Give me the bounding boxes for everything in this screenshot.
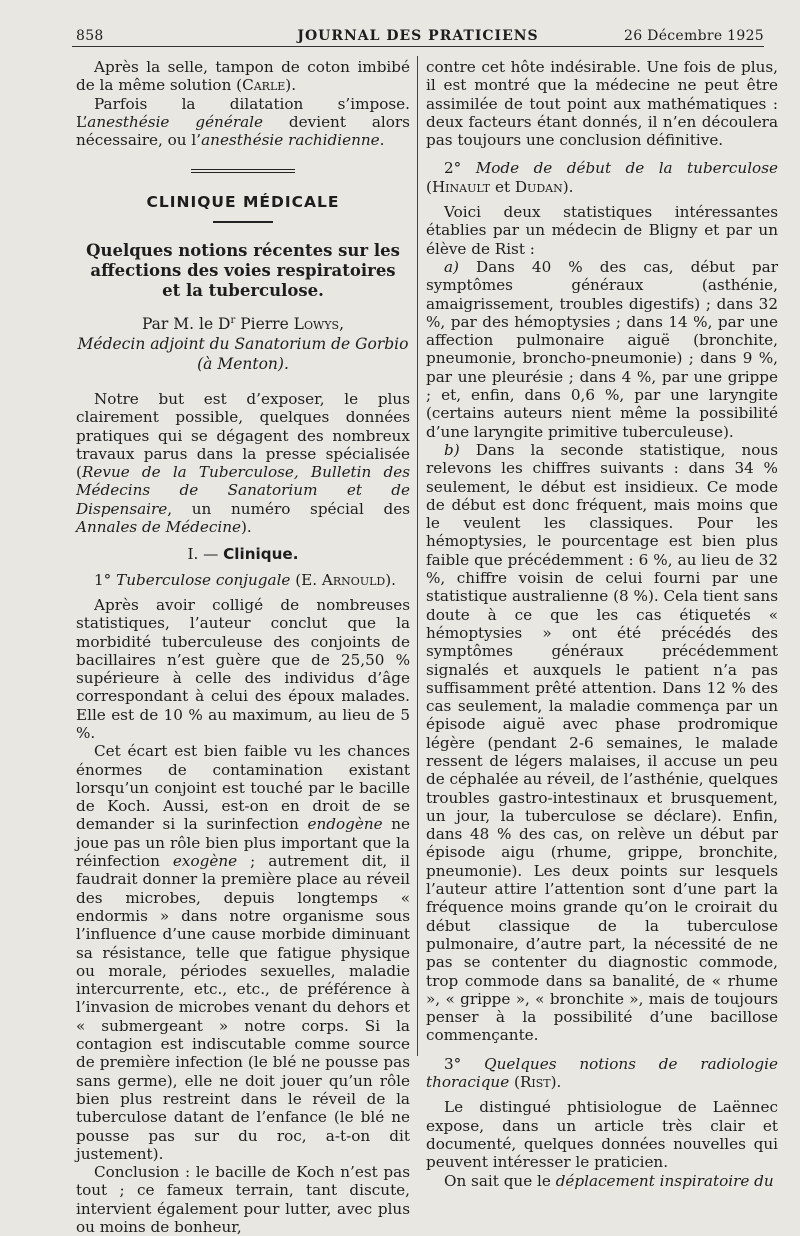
page-number: 858 [76,28,104,44]
paragraph-conclusion: Conclusion : le bacille de Koch n’est pas tout ; ce fameux terrain, tant discute, intervient également pour lutter, avec plus ou moins de bonheur, [76,1163,410,1236]
paragraph-surinfection: Cet écart est bien faible vu les chances énormes de contamination existant lorsqu’un conjoint est touché par le bacille de Koch. Aussi, est-on en droit de se demander si la surinfection endogène ne joue pas un rôle bien plus important que la réinfection exogène ; autrement dit, il faudrait donner la première place au réveil des microbes, depuis longtemps « endormis » dans notre organisme sous l’influence d’une cause morbide diminuant sa résistance, telle que fatigue physique ou morale, périodes sexuelles, maladie intercurrente, etc., etc., de préférence à l’invasion de microbes venant du dehors et « submergeant » notre corps. Si la contagion est indiscutable comme source de première infection (le blé ne pousse pas sans germe), elle ne doit jouer qu’un rôle bien plus restreint dans le réveil de la tuberculose datant de l’enfance (le blé ne pousse pas sur du roc, a-t-on dit justement). [76,742,410,1163]
byline: Par M. le $D^r$ Pierre Lowys, Médecin adjoint du Sanatorium de Gorbio (à Menton). [77,314,409,373]
right-column [426,58,778,1190]
ornamental-rule [191,169,295,173]
subsection-heading-3: 3° Quelques notions de radiologie thoracique (Rist). [426,1054,778,1092]
journal-title: JOURNAL DES PRATICIENS [297,28,539,44]
paragraph-carle: Après la selle, tampon de coton imbibé de la même solution (Carle). [76,58,410,95]
intro-paragraph: Notre but est d’exposer, le plus clairement possible, quelques données pratiques qui se dégagent des nombreux travaux parus dans la presse spécialisée (Revue de la Tuberculose, Bulletin des Médecins de Sanatorium et de Dispensaire, un numéro spécial des Annales de Médecine). [76,389,410,537]
page-header [72,24,764,46]
paragraph-laennec: Le distingué phtisiologue de Laënnec expose, dans un article très clair et documenté, quelques données nouvelles qui peuvent intéresser le praticien. [426,1098,778,1172]
paragraph-continuation: contre cet hôte indésirable. Une fois de plus, il est montré que la médecine ne peut être assimilée de tout point aux mathématiques : deux facteurs étant donnés, il n’en découlera pas toujours une conclusion définitive. [426,58,778,150]
header-rule [72,46,764,47]
subsection-heading-2: 2° Mode de début de la tuberculose (Hinault et Dudan). [426,159,778,196]
paragraph-statistics-intro: Voici deux statistiques intéressantes établies par un médecin de Bligny et par un élève de Rist : [426,203,778,258]
section-heading: CLINIQUE MÉDICALE [146,193,340,212]
paragraph-dilatation: Parfois la dilatation s’impose. L’anesthésie générale devient alors nécessaire, ou l’anesthésie rachidienne. [76,94,410,150]
article-title: Quelques notions récentes sur les affections des voies respiratoires et la tuberculose. [86,240,400,300]
subsection-heading-1: 1° Tuberculose conjugale (E. Arnould). [94,570,396,589]
author-location: (à Menton). [197,354,289,373]
paragraph-statistic-a: a) Dans 40 % des cas, début par symptômes généraux (asthénie, amaigrissement, troubles digestifs) ; dans 32 %, par des hémoptysies ; dans 14 %, par une affection pulmonaire aiguë (bronchite, pneumonie, broncho-pneumonie) ; dans 9 %, par une pleurésie ; dans 4 %, par une grippe ; et, enfin, dans 0,6 %, par une laryngite (certains auteurs nient même la possibilité d’une laryngite primitive tuberculeuse). [426,257,778,441]
author-affiliation: Médecin adjoint du Sanatorium de Gorbio [77,334,409,353]
section-rule [213,221,273,223]
paragraph-morbidity: Après avoir colligé de nombreuses statistiques, l’auteur conclut que la morbidité tuberculeuse des conjoints de bacillaires n’est guère que de 25,50 % supérieure à celle des individus d’âge correspondant à celui des époux malades. Elle est de 10 % au maximum, au lieu de 5 %. [76,595,410,742]
paragraph-deplacement: On sait que le déplacement inspiratoire du [444,1171,774,1190]
left-column [76,58,410,1236]
part-heading: I. — Clinique. [187,545,299,564]
paragraph-statistic-b: b) Dans la seconde statistique, nous relevons les chiffres suivants : dans 34 % seulement, le début est insidieux. Ce mode de début est donc fréquent, mais moins que le veulent les classiques. Pour les hémoptysies, le pourcentage est bien plus faible que précédemment : 6 %, au lieu de 32 %, chiffre voisin de celui fourni par une statistique australienne (8 %). Cela tient sans doute à ce que les cas étiquetés « hémoptysies » ont été précédés des symptômes généraux précédemment signalés et auxquels le patient n’a pas suffisamment prêté attention. Dans 12 % des cas seulement, la maladie commença par un épisode aiguë avec phase prodromique légère (pendant 2-6 semaines, le malade ressent de légers malaises, il accuse un peu de céphalée au réveil, de l’asthénie, quelques troubles gastro-intestinaux et brusquement, un jour, la tuberculose se déclare). Enfin, dans 48 % des cas, on relève un début par épisode aigu (rhume, grippe, bronchite, pneumonie). Les deux points sur lesquels l’auteur attire l’attention sont d’une part la fréquence moins grande qu’on le croirait du début classique de la tuberculose pulmonaire, d’autre part, la nécessité de ne pas se contenter du diagnostic commode, trop commode dans sa banalité, de « rhume », « grippe », « bronchite », mais de toujours penser à la possibilité d’une bacillose commençante. [426,440,778,1045]
column-divider [417,56,418,1056]
issue-date: 26 Décembre 1925 [624,28,764,44]
